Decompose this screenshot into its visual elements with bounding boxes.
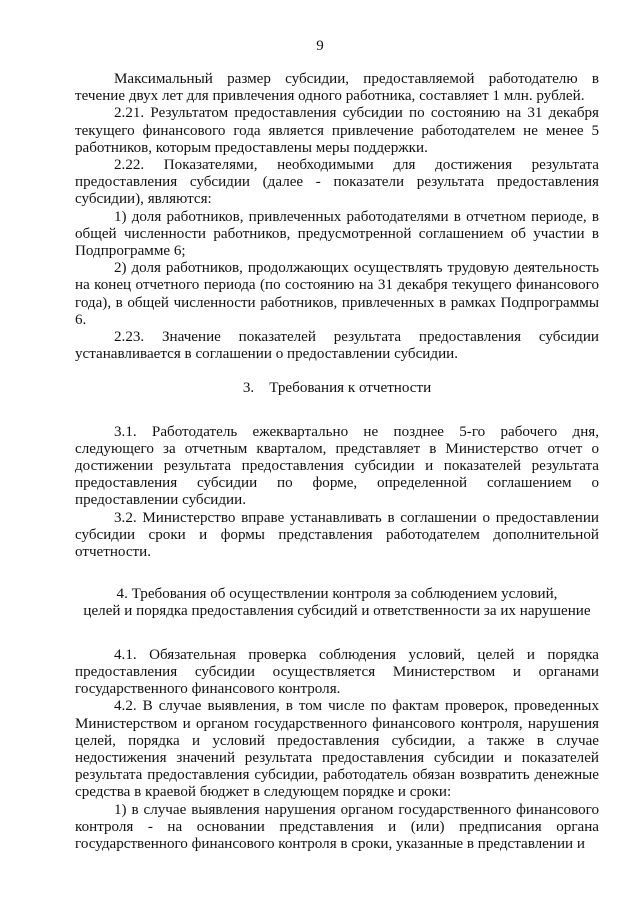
paragraph-3-2: 3.2. Министерство вправе устанавливать в соглашении о предоставлении субсидии сроки и формы представления работодателем дополнительной отчетности. <box>75 509 599 561</box>
page-number: 9 <box>316 38 324 54</box>
document-body <box>75 71 599 853</box>
paragraph-2-22: 2.22. Показателями, необходимыми для достижения результата предоставления субсидии (далее - показатели результата предоставления субсидии), являются: <box>75 157 599 208</box>
section-4-heading-line-2: целей и порядка предоставления субсидий и ответственности за их нарушение <box>83 603 591 620</box>
paragraph-4-2-item-1: 1) в случае выявления нарушения органом государственного финансового контроля - на основании представления и (или) предписания органа государственного финансового контроля в сроки, указанные в представлении и <box>75 801 599 852</box>
section-3-heading: 3. Требования к отчетности <box>242 380 432 397</box>
paragraph-4-2: 4.2. В случае выявления, в том числе по фактам проверок, проведенных Министерством и органом государственного финансового контроля, нарушения целей, порядка и условий предоставления субсидии, а также в случае недостижения значений результата предоставления субсидии и показателей результата предоставления субсидии, работодатель обязан возвратить денежные средства в краевой бюджет в следующем порядке и сроки: <box>75 698 599 801</box>
paragraph-2-23: 2.23. Значение показателей результата предоставления субсидии устанавливается в соглашении о предоставлении субсидии. <box>75 329 599 363</box>
paragraph-max-subsidy: Максимальный размер субсидии, предоставляемой работодателю в течение двух лет для привлечения одного работника, составляет 1 млн. рублей. <box>75 71 599 105</box>
paragraph-4-1: 4.1. Обязательная проверка соблюдения условий, целей и порядка предоставления субсидии осуществляется Министерством и органами государственного финансового контроля. <box>75 646 599 698</box>
section-4-heading-line-1: 4. Требования об осуществлении контроля за соблюдением условий, <box>116 586 558 603</box>
section-4-heading <box>75 586 599 620</box>
paragraph-2-21: 2.21. Результатом предоставления субсидии по состоянию на 31 декабря текущего финансового года является привлечение работодателем не менее 5 работников, которым предоставлены меры поддержки. <box>75 105 599 156</box>
paragraph-indicator-1: 1) доля работников, привлеченных работодателями в отчетном периоде, в общей численности работников, предусмотренной соглашением об участии в Подпрограмме 6; <box>75 208 599 260</box>
paragraph-3-1: 3.1. Работодатель ежеквартально не позднее 5-го рабочего дня, следующего за отчетным кварталом, представляет в Министерство отчет о достижении результата предоставления субсидии и показателей результата предоставления субсидии по форме, определенной соглашением о предоставлении субсидии. <box>75 423 599 509</box>
paragraph-indicator-2: 2) доля работников, продолжающих осуществлять трудовую деятельность на конец отчетного периода (по состоянию на 31 декабря текущего финансового года), в общей численности работников, привлеченных в рамках Подпрограммы 6. <box>75 260 599 328</box>
